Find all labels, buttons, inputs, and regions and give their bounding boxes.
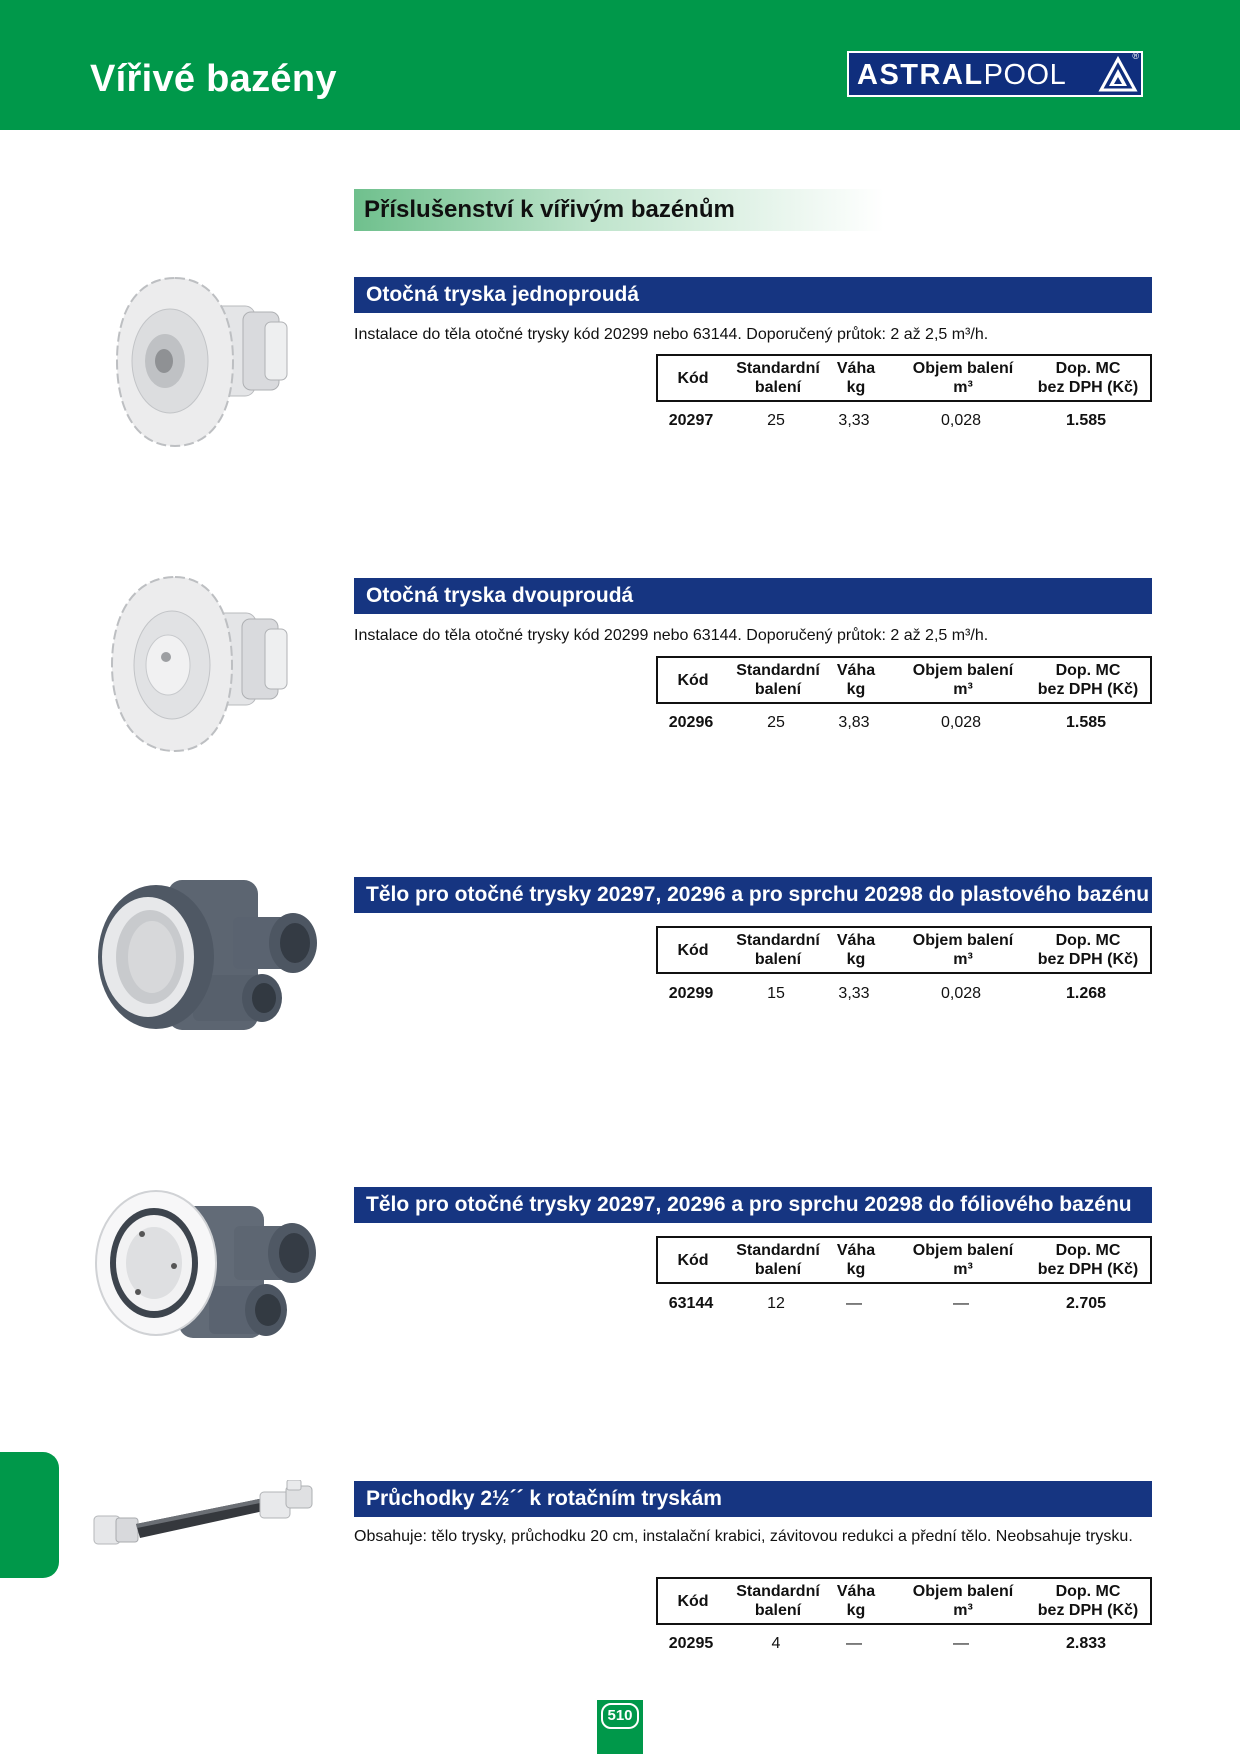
chapter-side-tab: [0, 1452, 59, 1578]
jet-body-liner-pool-image: [94, 1188, 320, 1358]
col-header-objem-line2: m³: [953, 681, 973, 698]
col-header-objem: [908, 359, 1018, 397]
col-header-vaha: [816, 1241, 896, 1279]
col-header-vaha-line1: Váha: [836, 662, 876, 679]
product-title: Průchodky 2½´´ k rotačním tryskám: [366, 1487, 722, 1510]
col-header-kod: Kód: [677, 1252, 709, 1269]
col-header-objem: [908, 931, 1018, 969]
cell-cena: 2.705: [1065, 1295, 1107, 1312]
product-title: Otočná tryska dvouproudá: [366, 584, 634, 607]
jet-body-plastic-pool-image: [98, 875, 320, 1045]
col-header-vaha-line1: Váha: [836, 1583, 876, 1600]
cell-kod: 20297: [668, 412, 714, 429]
logo-text-light: POOL: [983, 59, 1067, 91]
col-header-vaha: [816, 661, 896, 699]
cell-cena: 2.833: [1065, 1635, 1107, 1652]
col-header-std-line2: balení: [754, 1602, 802, 1619]
rotary-jet-single-image: [115, 276, 300, 451]
product-title: Tělo pro otočné trysky 20297, 20296 a pro sprchu 20298 do fóliového bazénu: [366, 1193, 1132, 1216]
col-header-vaha: [816, 1582, 896, 1620]
col-header-std-line1: Standardní: [736, 662, 820, 679]
cell-objem: 0,028: [940, 714, 982, 731]
product-title: Otočná tryska jednoproudá: [366, 283, 640, 306]
col-header-cena-line2: bez DPH (Kč): [1037, 1602, 1139, 1619]
product-title-bar: [354, 1481, 1152, 1517]
table-row: [656, 1295, 1152, 1317]
cell-baleni: 25: [767, 412, 785, 429]
col-header-kod: Kód: [677, 370, 709, 387]
table-row: [656, 714, 1152, 736]
product-description: Instalace do těla otočné trysky kód 20299 nebo 63144. Doporučený průtok: 2 až 2,5 m³/h.: [354, 326, 989, 343]
spec-table-header: [656, 1236, 1152, 1284]
table-row: [656, 412, 1152, 434]
cell-objem: —: [953, 1635, 969, 1652]
col-header-cena-line1: Dop. MC: [1055, 662, 1121, 679]
col-header-kod: Kód: [677, 1593, 709, 1610]
col-header-objem-line1: Objem balení: [912, 360, 1014, 377]
col-header-cena-line1: Dop. MC: [1055, 1242, 1121, 1259]
col-header-objem-line1: Objem balení: [912, 662, 1014, 679]
cell-vaha: 3,83: [838, 714, 870, 731]
cell-vaha: 3,33: [838, 412, 870, 429]
col-header-vaha-line1: Váha: [836, 1242, 876, 1259]
col-header-std-line2: balení: [754, 951, 802, 968]
col-header-std-line2: balení: [754, 379, 802, 396]
col-header-objem-line2: m³: [953, 379, 973, 396]
col-header-cena-line2: bez DPH (Kč): [1037, 379, 1139, 396]
col-header-objem-line2: m³: [953, 951, 973, 968]
col-header-objem: [908, 1241, 1018, 1279]
cell-objem: —: [953, 1295, 969, 1312]
col-header-vaha-line2: kg: [846, 1261, 866, 1278]
col-header-vaha: [816, 931, 896, 969]
logo-registered-mark: ®: [1132, 51, 1139, 61]
col-header-cena: [1026, 661, 1150, 699]
col-header-std-line1: Standardní: [736, 932, 820, 949]
col-header-cena-line2: bez DPH (Kč): [1037, 1261, 1139, 1278]
cell-kod: 20296: [668, 714, 714, 731]
cell-baleni: 12: [767, 1295, 785, 1312]
astralpool-logo: [847, 51, 1143, 97]
col-header-kod: Kód: [677, 672, 709, 689]
col-header-cena: [1026, 931, 1150, 969]
cell-kod: 63144: [668, 1295, 714, 1312]
spec-table-header: [656, 656, 1152, 704]
product-title: Tělo pro otočné trysky 20297, 20296 a pro sprchu 20298 do plastového bazénu: [366, 883, 1150, 906]
cell-vaha: —: [846, 1635, 862, 1652]
cell-cena: 1.268: [1065, 985, 1107, 1002]
product-title-bar: [354, 277, 1152, 313]
product-title-bar: [354, 578, 1152, 614]
table-row: [656, 1635, 1152, 1657]
table-row: [656, 985, 1152, 1007]
col-header-cena-line2: bez DPH (Kč): [1037, 951, 1139, 968]
col-header-vaha-line2: kg: [846, 681, 866, 698]
spec-table-header: [656, 926, 1152, 974]
col-header-objem: [908, 1582, 1018, 1620]
product-description: Obsahuje: tělo trysky, průchodku 20 cm, instalační krabici, závitovou redukci a přední tělo. Neobsahuje trysku.: [354, 1528, 1133, 1545]
col-header-kod: Kód: [677, 942, 709, 959]
col-header-objem: [908, 661, 1018, 699]
col-header-std-line2: balení: [754, 681, 802, 698]
col-header-std-line1: Standardní: [736, 1583, 820, 1600]
col-header-vaha-line2: kg: [846, 951, 866, 968]
cell-baleni: 15: [767, 985, 785, 1002]
section-title: Příslušenství k vířivým bazénům: [364, 196, 735, 223]
logo-text-bold: ASTRAL: [857, 59, 984, 91]
col-header-cena: [1026, 1241, 1150, 1279]
col-header-cena-line1: Dop. MC: [1055, 360, 1121, 377]
cell-cena: 1.585: [1065, 714, 1107, 731]
col-header-objem-line1: Objem balení: [912, 1242, 1014, 1259]
page-title: Vířivé bazény: [90, 58, 337, 100]
cell-baleni: 25: [767, 714, 785, 731]
col-header-vaha-line1: Váha: [836, 932, 876, 949]
page-number: 510: [601, 1703, 639, 1729]
col-header-std-line1: Standardní: [736, 360, 820, 377]
product-description: Instalace do těla otočné trysky kód 20299 nebo 63144. Doporučený průtok: 2 až 2,5 m³/h.: [354, 627, 989, 644]
cell-kod: 20299: [668, 985, 714, 1002]
section-banner: [354, 189, 884, 231]
col-header-std-line1: Standardní: [736, 1242, 820, 1259]
col-header-cena: [1026, 359, 1150, 397]
spec-table-header: [656, 1577, 1152, 1625]
col-header-objem-line2: m³: [953, 1261, 973, 1278]
pass-through-pipe-image: [92, 1480, 320, 1560]
col-header-vaha-line2: kg: [846, 1602, 866, 1619]
cell-cena: 1.585: [1065, 412, 1107, 429]
col-header-vaha-line2: kg: [846, 379, 866, 396]
col-header-objem-line2: m³: [953, 1602, 973, 1619]
cell-objem: 0,028: [940, 985, 982, 1002]
product-title-bar: [354, 1187, 1152, 1223]
cell-baleni: 4: [771, 1635, 781, 1652]
cell-objem: 0,028: [940, 412, 982, 429]
page-header: [0, 0, 1240, 130]
rotary-jet-double-image: [110, 575, 300, 755]
col-header-cena-line2: bez DPH (Kč): [1037, 681, 1139, 698]
col-header-std-line2: balení: [754, 1261, 802, 1278]
cell-vaha: —: [846, 1295, 862, 1312]
col-header-vaha: [816, 359, 896, 397]
col-header-vaha-line1: Váha: [836, 360, 876, 377]
col-header-cena-line1: Dop. MC: [1055, 932, 1121, 949]
product-title-bar: [354, 877, 1152, 913]
col-header-objem-line1: Objem balení: [912, 932, 1014, 949]
cell-kod: 20295: [668, 1635, 714, 1652]
cell-vaha: 3,33: [838, 985, 870, 1002]
col-header-cena: [1026, 1582, 1150, 1620]
col-header-objem-line1: Objem balení: [912, 1583, 1014, 1600]
spec-table-header: [656, 354, 1152, 402]
col-header-cena-line1: Dop. MC: [1055, 1583, 1121, 1600]
